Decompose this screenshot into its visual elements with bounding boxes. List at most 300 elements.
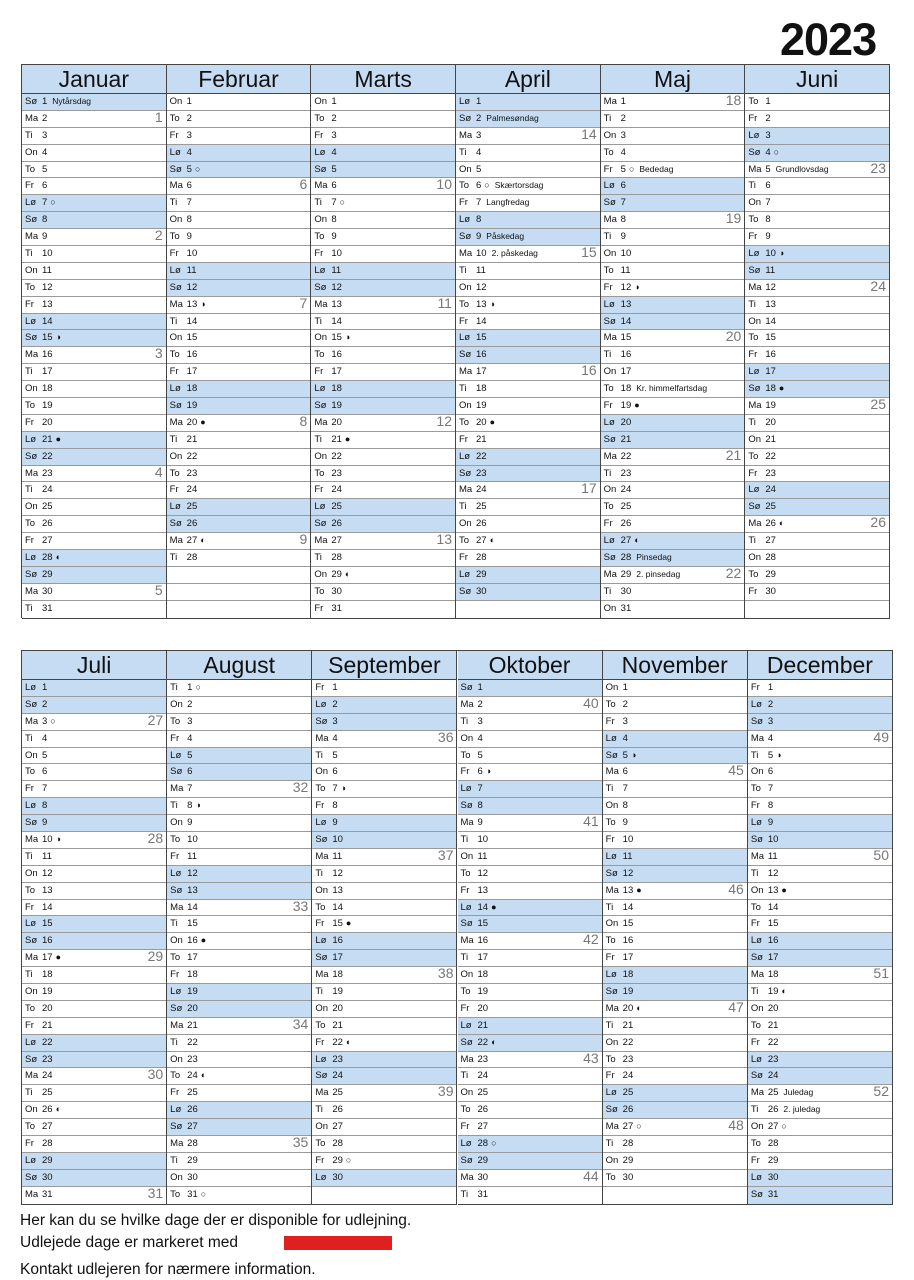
day-cell[interactable] [745, 297, 889, 314]
day-cell[interactable] [456, 550, 600, 567]
day-cell[interactable] [745, 314, 889, 331]
day-cell[interactable] [167, 950, 311, 967]
day-cell[interactable] [456, 533, 600, 550]
day-cell[interactable] [601, 297, 745, 314]
day-cell[interactable] [311, 297, 455, 314]
day-cell[interactable] [603, 1153, 747, 1170]
day-cell[interactable] [603, 1035, 747, 1052]
day-cell[interactable] [456, 482, 600, 499]
day-cell[interactable] [456, 449, 600, 466]
day-cell[interactable] [458, 883, 602, 900]
day-cell[interactable] [458, 748, 602, 765]
day-cell[interactable] [311, 212, 455, 229]
day-cell[interactable] [311, 263, 455, 280]
day-cell[interactable] [167, 1170, 311, 1187]
day-cell[interactable] [745, 499, 889, 516]
day-cell[interactable] [311, 499, 455, 516]
day-cell[interactable] [312, 933, 456, 950]
day-cell[interactable] [311, 398, 455, 415]
day-cell[interactable] [745, 364, 889, 381]
day-cell[interactable] [167, 1136, 311, 1153]
day-cell[interactable] [167, 195, 311, 212]
day-cell[interactable] [167, 482, 311, 499]
day-cell[interactable] [748, 900, 892, 917]
day-cell[interactable] [748, 1153, 892, 1170]
day-cell[interactable] [167, 297, 311, 314]
day-cell[interactable] [745, 145, 889, 162]
day-cell[interactable] [22, 432, 166, 449]
day-cell[interactable] [22, 849, 166, 866]
day-cell[interactable] [456, 128, 600, 145]
day-cell[interactable] [456, 212, 600, 229]
day-cell[interactable] [458, 866, 602, 883]
day-cell[interactable] [312, 883, 456, 900]
day-cell[interactable] [311, 432, 455, 449]
day-cell[interactable] [603, 933, 747, 950]
day-cell[interactable] [745, 246, 889, 263]
day-cell[interactable] [745, 584, 889, 601]
day-cell[interactable] [22, 314, 166, 331]
day-cell[interactable] [603, 781, 747, 798]
day-cell[interactable] [458, 1119, 602, 1136]
day-cell[interactable] [167, 714, 311, 731]
day-cell[interactable] [22, 94, 166, 111]
day-cell[interactable] [312, 714, 456, 731]
day-cell[interactable] [748, 1170, 892, 1187]
day-cell[interactable] [745, 263, 889, 280]
day-cell[interactable] [22, 1170, 166, 1187]
day-cell[interactable] [458, 815, 602, 832]
day-cell[interactable] [312, 1001, 456, 1018]
day-cell[interactable] [167, 533, 311, 550]
day-cell[interactable] [167, 499, 311, 516]
day-cell[interactable] [22, 1001, 166, 1018]
day-cell[interactable] [22, 781, 166, 798]
day-cell[interactable] [311, 330, 455, 347]
day-cell[interactable] [745, 381, 889, 398]
day-cell[interactable] [748, 984, 892, 1001]
day-cell[interactable] [458, 984, 602, 1001]
day-cell[interactable] [458, 950, 602, 967]
day-cell[interactable] [22, 1153, 166, 1170]
day-cell[interactable] [167, 1035, 311, 1052]
day-cell[interactable] [22, 883, 166, 900]
day-cell[interactable] [603, 1170, 747, 1187]
day-cell[interactable] [167, 246, 311, 263]
day-cell[interactable] [22, 415, 166, 432]
day-cell[interactable] [603, 1001, 747, 1018]
day-cell[interactable] [22, 731, 166, 748]
day-cell[interactable] [748, 731, 892, 748]
day-cell[interactable] [312, 950, 456, 967]
day-cell[interactable] [22, 111, 166, 128]
day-cell[interactable] [601, 263, 745, 280]
day-cell[interactable] [311, 111, 455, 128]
day-cell[interactable] [603, 916, 747, 933]
day-cell[interactable] [22, 916, 166, 933]
day-cell[interactable] [167, 849, 311, 866]
day-cell[interactable] [601, 111, 745, 128]
day-cell[interactable] [312, 1035, 456, 1052]
day-cell[interactable] [601, 128, 745, 145]
day-cell[interactable] [603, 832, 747, 849]
day-cell[interactable] [748, 967, 892, 984]
day-cell[interactable] [456, 229, 600, 246]
day-cell[interactable] [601, 229, 745, 246]
day-cell[interactable] [312, 764, 456, 781]
day-cell[interactable] [748, 1018, 892, 1035]
day-cell[interactable] [458, 1102, 602, 1119]
day-cell[interactable] [22, 815, 166, 832]
day-cell[interactable] [603, 967, 747, 984]
day-cell[interactable] [745, 111, 889, 128]
day-cell[interactable] [22, 1187, 166, 1204]
day-cell[interactable] [312, 1102, 456, 1119]
day-cell[interactable] [603, 984, 747, 1001]
day-cell[interactable] [167, 1052, 311, 1069]
day-cell[interactable] [312, 849, 456, 866]
day-cell[interactable] [312, 781, 456, 798]
day-cell[interactable] [603, 1052, 747, 1069]
day-cell[interactable] [745, 449, 889, 466]
day-cell[interactable] [456, 347, 600, 364]
day-cell[interactable] [22, 832, 166, 849]
day-cell[interactable] [748, 697, 892, 714]
day-cell[interactable] [458, 1035, 602, 1052]
day-cell[interactable] [312, 866, 456, 883]
day-cell[interactable] [167, 764, 311, 781]
day-cell[interactable] [456, 195, 600, 212]
day-cell[interactable] [748, 1068, 892, 1085]
day-cell[interactable] [601, 195, 745, 212]
day-cell[interactable] [22, 1085, 166, 1102]
day-cell[interactable] [22, 866, 166, 883]
day-cell[interactable] [458, 832, 602, 849]
day-cell[interactable] [312, 832, 456, 849]
day-cell[interactable] [22, 449, 166, 466]
day-cell[interactable] [167, 381, 311, 398]
day-cell[interactable] [748, 1102, 892, 1119]
day-cell[interactable] [22, 1136, 166, 1153]
day-cell[interactable] [456, 381, 600, 398]
day-cell[interactable] [167, 1018, 311, 1035]
day-cell[interactable] [167, 347, 311, 364]
day-cell[interactable] [748, 680, 892, 697]
day-cell[interactable] [748, 950, 892, 967]
day-cell[interactable] [22, 330, 166, 347]
day-cell[interactable] [601, 347, 745, 364]
day-cell[interactable] [312, 967, 456, 984]
day-cell[interactable] [312, 680, 456, 697]
day-cell[interactable] [456, 297, 600, 314]
day-cell[interactable] [167, 364, 311, 381]
day-cell[interactable] [167, 314, 311, 331]
day-cell[interactable] [458, 1018, 602, 1035]
day-cell[interactable] [167, 128, 311, 145]
day-cell[interactable] [167, 1085, 311, 1102]
day-cell[interactable] [748, 832, 892, 849]
day-cell[interactable] [22, 1018, 166, 1035]
day-cell[interactable] [311, 516, 455, 533]
day-cell[interactable] [167, 162, 311, 179]
day-cell[interactable] [312, 1153, 456, 1170]
day-cell[interactable] [603, 900, 747, 917]
day-cell[interactable] [748, 714, 892, 731]
day-cell[interactable] [601, 601, 745, 618]
day-cell[interactable] [458, 1001, 602, 1018]
day-cell[interactable] [167, 263, 311, 280]
day-cell[interactable] [311, 533, 455, 550]
day-cell[interactable] [167, 815, 311, 832]
day-cell[interactable] [745, 212, 889, 229]
day-cell[interactable] [745, 415, 889, 432]
day-cell[interactable] [748, 1187, 892, 1204]
day-cell[interactable] [748, 916, 892, 933]
day-cell[interactable] [167, 832, 311, 849]
day-cell[interactable] [22, 567, 166, 584]
day-cell[interactable] [456, 516, 600, 533]
day-cell[interactable] [22, 145, 166, 162]
day-cell[interactable] [458, 731, 602, 748]
day-cell[interactable] [22, 1119, 166, 1136]
day-cell[interactable] [312, 1018, 456, 1035]
day-cell[interactable] [601, 466, 745, 483]
day-cell[interactable] [22, 364, 166, 381]
day-cell[interactable] [311, 364, 455, 381]
day-cell[interactable] [22, 246, 166, 263]
day-cell[interactable] [22, 714, 166, 731]
day-cell[interactable] [22, 162, 166, 179]
day-cell[interactable] [458, 1187, 602, 1204]
day-cell[interactable] [748, 798, 892, 815]
day-cell[interactable] [312, 1052, 456, 1069]
day-cell[interactable] [601, 364, 745, 381]
day-cell[interactable] [458, 1068, 602, 1085]
day-cell[interactable] [456, 246, 600, 263]
day-cell[interactable] [167, 883, 311, 900]
day-cell[interactable] [167, 415, 311, 432]
day-cell[interactable] [601, 381, 745, 398]
day-cell[interactable] [745, 195, 889, 212]
day-cell[interactable] [603, 697, 747, 714]
day-cell[interactable] [22, 482, 166, 499]
day-cell[interactable] [745, 567, 889, 584]
day-cell[interactable] [312, 798, 456, 815]
day-cell[interactable] [603, 1119, 747, 1136]
day-cell[interactable] [311, 347, 455, 364]
day-cell[interactable] [601, 533, 745, 550]
day-cell[interactable] [748, 1136, 892, 1153]
day-cell[interactable] [312, 731, 456, 748]
day-cell[interactable] [22, 280, 166, 297]
day-cell[interactable] [22, 748, 166, 765]
day-cell[interactable] [456, 432, 600, 449]
day-cell[interactable] [458, 967, 602, 984]
day-cell[interactable] [745, 482, 889, 499]
day-cell[interactable] [22, 195, 166, 212]
day-cell[interactable] [167, 449, 311, 466]
day-cell[interactable] [745, 398, 889, 415]
day-cell[interactable] [22, 798, 166, 815]
day-cell[interactable] [745, 550, 889, 567]
day-cell[interactable] [167, 280, 311, 297]
day-cell[interactable] [312, 1068, 456, 1085]
day-cell[interactable] [603, 1136, 747, 1153]
day-cell[interactable] [311, 162, 455, 179]
day-cell[interactable] [456, 466, 600, 483]
day-cell[interactable] [167, 781, 311, 798]
day-cell[interactable] [22, 499, 166, 516]
day-cell[interactable] [312, 916, 456, 933]
day-cell[interactable] [167, 111, 311, 128]
day-cell[interactable] [312, 697, 456, 714]
day-cell[interactable] [603, 1102, 747, 1119]
day-cell[interactable] [167, 516, 311, 533]
day-cell[interactable] [458, 900, 602, 917]
day-cell[interactable] [167, 967, 311, 984]
day-cell[interactable] [167, 900, 311, 917]
day-cell[interactable] [167, 1068, 311, 1085]
day-cell[interactable] [601, 398, 745, 415]
day-cell[interactable] [167, 178, 311, 195]
day-cell[interactable] [603, 680, 747, 697]
day-cell[interactable] [458, 781, 602, 798]
day-cell[interactable] [601, 482, 745, 499]
day-cell[interactable] [167, 94, 311, 111]
day-cell[interactable] [22, 516, 166, 533]
day-cell[interactable] [601, 280, 745, 297]
day-cell[interactable] [22, 212, 166, 229]
day-cell[interactable] [22, 584, 166, 601]
day-cell[interactable] [745, 347, 889, 364]
day-cell[interactable] [22, 601, 166, 618]
day-cell[interactable] [311, 314, 455, 331]
day-cell[interactable] [22, 1068, 166, 1085]
day-cell[interactable] [311, 145, 455, 162]
day-cell[interactable] [603, 764, 747, 781]
day-cell[interactable] [22, 1035, 166, 1052]
day-cell[interactable] [458, 933, 602, 950]
day-cell[interactable] [601, 212, 745, 229]
day-cell[interactable] [22, 381, 166, 398]
day-cell[interactable] [22, 764, 166, 781]
day-cell[interactable] [601, 432, 745, 449]
day-cell[interactable] [745, 466, 889, 483]
day-cell[interactable] [601, 246, 745, 263]
day-cell[interactable] [456, 398, 600, 415]
day-cell[interactable] [601, 567, 745, 584]
day-cell[interactable] [603, 815, 747, 832]
day-cell[interactable] [167, 1153, 311, 1170]
day-cell[interactable] [748, 849, 892, 866]
day-cell[interactable] [603, 714, 747, 731]
day-cell[interactable] [311, 178, 455, 195]
day-cell[interactable] [601, 499, 745, 516]
day-cell[interactable] [456, 162, 600, 179]
day-cell[interactable] [22, 900, 166, 917]
day-cell[interactable] [22, 178, 166, 195]
day-cell[interactable] [167, 398, 311, 415]
day-cell[interactable] [311, 94, 455, 111]
day-cell[interactable] [22, 950, 166, 967]
day-cell[interactable] [745, 280, 889, 297]
day-cell[interactable] [456, 145, 600, 162]
day-cell[interactable] [167, 748, 311, 765]
day-cell[interactable] [167, 798, 311, 815]
day-cell[interactable] [22, 297, 166, 314]
day-cell[interactable] [167, 984, 311, 1001]
day-cell[interactable] [167, 145, 311, 162]
day-cell[interactable] [456, 584, 600, 601]
day-cell[interactable] [601, 550, 745, 567]
day-cell[interactable] [601, 449, 745, 466]
day-cell[interactable] [312, 815, 456, 832]
day-cell[interactable] [748, 1001, 892, 1018]
day-cell[interactable] [601, 145, 745, 162]
day-cell[interactable] [456, 499, 600, 516]
day-cell[interactable] [745, 330, 889, 347]
day-cell[interactable] [312, 1119, 456, 1136]
day-cell[interactable] [312, 1085, 456, 1102]
day-cell[interactable] [167, 212, 311, 229]
day-cell[interactable] [456, 330, 600, 347]
day-cell[interactable] [456, 314, 600, 331]
day-cell[interactable] [311, 466, 455, 483]
day-cell[interactable] [22, 347, 166, 364]
day-cell[interactable] [456, 364, 600, 381]
day-cell[interactable] [601, 178, 745, 195]
day-cell[interactable] [22, 466, 166, 483]
day-cell[interactable] [458, 916, 602, 933]
day-cell[interactable] [311, 415, 455, 432]
day-cell[interactable] [167, 466, 311, 483]
day-cell[interactable] [22, 984, 166, 1001]
day-cell[interactable] [22, 128, 166, 145]
day-cell[interactable] [311, 584, 455, 601]
day-cell[interactable] [167, 1001, 311, 1018]
day-cell[interactable] [456, 415, 600, 432]
day-cell[interactable] [458, 1085, 602, 1102]
day-cell[interactable] [748, 1052, 892, 1069]
day-cell[interactable] [603, 1018, 747, 1035]
day-cell[interactable] [311, 449, 455, 466]
day-cell[interactable] [22, 263, 166, 280]
day-cell[interactable] [167, 330, 311, 347]
day-cell[interactable] [22, 398, 166, 415]
day-cell[interactable] [458, 1170, 602, 1187]
day-cell[interactable] [603, 866, 747, 883]
day-cell[interactable] [603, 798, 747, 815]
day-cell[interactable] [458, 680, 602, 697]
day-cell[interactable] [748, 815, 892, 832]
day-cell[interactable] [167, 916, 311, 933]
day-cell[interactable] [22, 533, 166, 550]
day-cell[interactable] [745, 533, 889, 550]
day-cell[interactable] [748, 1035, 892, 1052]
day-cell[interactable] [458, 1153, 602, 1170]
day-cell[interactable] [312, 984, 456, 1001]
day-cell[interactable] [167, 550, 311, 567]
day-cell[interactable] [603, 950, 747, 967]
day-cell[interactable] [167, 933, 311, 950]
day-cell[interactable] [167, 697, 311, 714]
day-cell[interactable] [745, 162, 889, 179]
day-cell[interactable] [456, 94, 600, 111]
day-cell[interactable] [456, 178, 600, 195]
day-cell[interactable] [311, 601, 455, 618]
day-cell[interactable] [311, 567, 455, 584]
day-cell[interactable] [601, 94, 745, 111]
